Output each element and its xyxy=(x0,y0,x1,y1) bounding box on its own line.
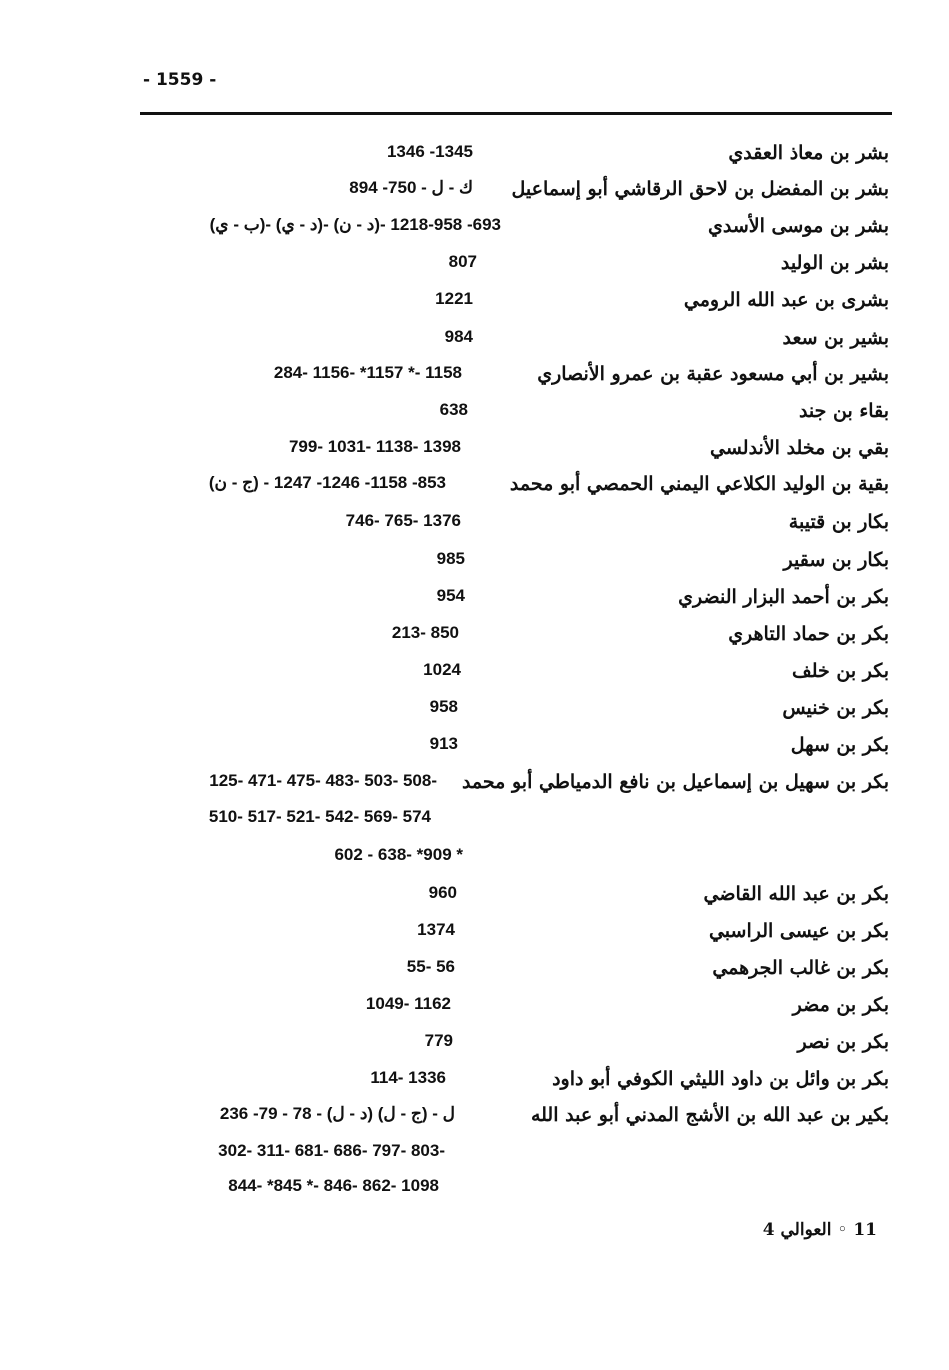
page-number: - 1559 - xyxy=(143,70,217,90)
index-entry xyxy=(0,920,949,950)
footer-signature: 11 ◦ العوالي 4 xyxy=(762,1220,877,1240)
entry-page-refs: 602 - 638- *909 * xyxy=(334,845,463,864)
entry-name: بكر بن عيسى الراسبي xyxy=(708,920,889,942)
entry-name: بكير بن عبد الله بن الأشج المدني أبو عبد الله xyxy=(530,1104,889,1126)
index-entry xyxy=(0,734,949,764)
entry-page-refs: 1221 xyxy=(435,289,473,308)
entry-name: بكر بن عبد الله القاضي xyxy=(703,883,889,905)
index-entry xyxy=(0,549,949,579)
entry-page-refs: (ج - ن) - 853- 1158- 1246- 1247 xyxy=(208,473,446,492)
entry-name: بكر بن خنيس xyxy=(782,697,889,719)
entry-name: بشر بن موسى الأسدي xyxy=(708,215,889,237)
entry-page-refs: 284- 1156- *1157 *- 1158 xyxy=(273,363,462,382)
index-entry xyxy=(0,957,949,987)
index-entry xyxy=(0,1176,949,1206)
entry-name: بشر بن المفضل بن لاحق الرقاشي أبو إسماعيل xyxy=(511,178,889,200)
index-entry xyxy=(0,327,949,357)
entry-name: بكر بن نصر xyxy=(797,1031,889,1053)
entry-name: بشر بن الوليد xyxy=(780,252,889,274)
entry-name: بكر بن غالب الجرهمي xyxy=(712,957,889,979)
index-entry xyxy=(0,586,949,616)
index-entry xyxy=(0,400,949,430)
entry-name: بكر بن وائل بن داود الليثي الكوفي أبو داود xyxy=(552,1068,889,1090)
entry-page-refs: 1049- 1162 xyxy=(365,994,451,1013)
entry-page-refs: 55- 56 xyxy=(406,957,455,976)
index-entry xyxy=(0,1068,949,1098)
entry-name: بشر بن معاذ العقدي xyxy=(728,142,889,164)
entry-page-refs: 954 xyxy=(436,586,465,605)
index-entry xyxy=(0,883,949,913)
entry-name: بكر بن مضر xyxy=(792,994,889,1016)
entry-page-refs: 125- 471- 475- 483- 503- 508- xyxy=(209,771,437,790)
index-entry xyxy=(0,660,949,690)
entry-page-refs: 985 xyxy=(436,549,465,568)
entry-page-refs: 960 xyxy=(428,883,457,902)
entry-page-refs: 807 xyxy=(448,252,477,271)
entry-page-refs: ل - (ج - ل) (د - ل) - 78 - 79- 236 xyxy=(219,1104,455,1123)
entry-page-refs: 746- 765- 1376 xyxy=(345,511,461,530)
entry-name: بكر بن أحمد البزار النضري xyxy=(678,586,889,608)
entry-page-refs: 779 xyxy=(424,1031,453,1050)
index-entry xyxy=(0,363,949,393)
entry-name: بشير بن أبي مسعود عقبة بن عمرو الأنصاري xyxy=(537,363,889,385)
entry-name: بكار بن قتيبة xyxy=(788,511,889,533)
entry-name: بقية بن الوليد الكلاعي اليمني الحمصي أبو محمد xyxy=(509,473,889,495)
entry-name: بكر بن حماد التاهري xyxy=(728,623,889,645)
index-entry xyxy=(0,807,949,837)
entry-name: بقاء بن جند xyxy=(798,400,889,422)
entry-page-refs: ك - ل - 750- 894 xyxy=(349,178,473,197)
index-entry xyxy=(0,1031,949,1061)
index-entry xyxy=(0,845,949,875)
index-entry xyxy=(0,178,949,208)
entry-name: بشير بن سعد xyxy=(782,327,889,349)
index-entry xyxy=(0,511,949,541)
entry-page-refs: 958 xyxy=(429,697,458,716)
entry-page-refs: (ب - ي)- (د - ي)- (د - ن)- 693- 958-1218 xyxy=(209,215,501,234)
entry-name: بكار بن سقير xyxy=(783,549,889,571)
entry-name: بكر بن خلف xyxy=(792,660,889,682)
index-entry xyxy=(0,994,949,1024)
entry-page-refs: 302- 311- 681- 686- 797- 803- xyxy=(218,1141,445,1160)
entry-page-refs: 114- 1336 xyxy=(370,1068,446,1087)
index-entry xyxy=(0,473,949,503)
index-entry xyxy=(0,1141,949,1171)
entry-page-refs: 510- 517- 521- 542- 569- 574 xyxy=(208,807,431,826)
entry-page-refs: 984 xyxy=(444,327,473,346)
entry-page-refs: 638 xyxy=(439,400,468,419)
index-entry xyxy=(0,215,949,245)
index-entry xyxy=(0,437,949,467)
entry-name: بقي بن مخلد الأندلسي xyxy=(710,437,889,459)
entry-page-refs: 1024 xyxy=(423,660,461,679)
entry-page-refs: 799- 1031- 1138- 1398 xyxy=(288,437,461,456)
entry-page-refs: 913 xyxy=(429,734,458,753)
index-entry xyxy=(0,142,949,172)
entry-page-refs: 1374 xyxy=(417,920,455,939)
index-entry xyxy=(0,1104,949,1134)
entry-page-refs: 1346 -1345 xyxy=(386,142,473,161)
index-entry xyxy=(0,771,949,801)
index-entry xyxy=(0,252,949,282)
index-entry xyxy=(0,289,949,319)
entry-name: بكر بن سهيل بن إسماعيل بن نافع الدمياطي أبو محمد xyxy=(461,771,889,793)
header-rule xyxy=(140,112,892,115)
index-entry xyxy=(0,623,949,653)
entry-page-refs: 213- 850 xyxy=(391,623,459,642)
entry-name: بكر بن سهل xyxy=(790,734,889,756)
index-entry xyxy=(0,697,949,727)
entry-page-refs: 844- *845 *- 846- 862- 1098 xyxy=(228,1176,439,1195)
entry-name: بشرى بن عبد الله الرومي xyxy=(683,289,889,311)
